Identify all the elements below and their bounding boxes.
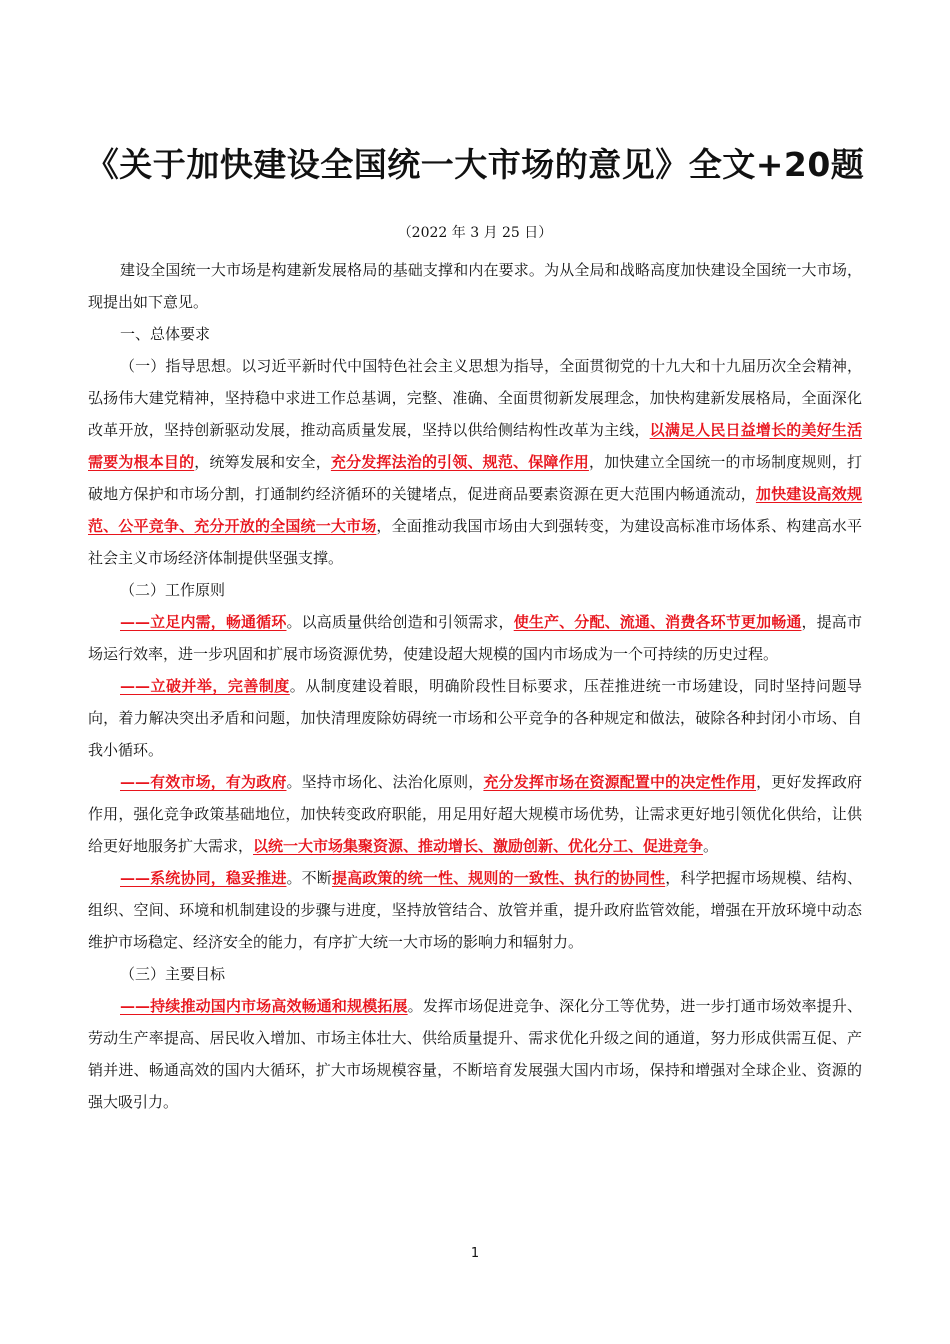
paragraph-text: 。坚持市场化、法治化原则， bbox=[286, 773, 484, 791]
goal-heading: ——持续推动国内市场高效畅通和规模拓展 bbox=[120, 997, 408, 1015]
highlighted-phrase: 加快建设高效规范、公平竞争、充分开放的全国统一大市场 bbox=[88, 485, 862, 535]
highlighted-phrase: 提高政策的统一性、规则的一致性、执行的协同性 bbox=[331, 869, 666, 887]
goal-paragraph bbox=[88, 990, 862, 1118]
principle-paragraph bbox=[88, 766, 862, 862]
subsection-heading: （二）工作原则 bbox=[120, 581, 226, 599]
principle-paragraph bbox=[88, 606, 862, 670]
guiding-thought-paragraph bbox=[88, 350, 862, 574]
document-title: 《关于加快建设全国统一大市场的意见》全文+20题 bbox=[85, 145, 865, 185]
paragraph-text: ，全面推动我国市场由大到强转变，为建设高标准市场体系、构建高水平社会主义市场经济体制提供坚强支撑。 bbox=[88, 517, 862, 567]
highlighted-phrase: 充分发挥市场在资源配置中的决定性作用 bbox=[483, 773, 757, 791]
paragraph-text: （一）指导思想。以习近平新时代中国特色社会主义思想为指导，全面贯彻党的十九大和十九届历次全会精神，弘扬伟大建党精神，坚持稳中求进工作总基调，完整、准确、全面贯彻新发展理念，加快构建新发展格局，全面深化改革开放，坚持创新驱动发展，推动高质量发展，坚持以供给侧结构性改革为主线， bbox=[88, 357, 862, 439]
document-date: （2022 年 3 月 25 日） bbox=[397, 225, 553, 241]
highlighted-phrase: 以统一大市场集聚资源、推动增长、激励创新、优化分工、促进竞争 bbox=[253, 837, 704, 855]
paragraph-text: ，科学把握市场规模、结构、组织、空间、环境和机制建设的步骤与进度，坚持放管结合、放管并重，提升政府监管效能，增强在开放环境中动态维护市场稳定、经济安全的能力，有序扩大统一大市场的影响力和辐射力。 bbox=[88, 869, 862, 951]
subsection-heading: （三）主要目标 bbox=[120, 965, 226, 983]
principle-paragraph bbox=[88, 862, 862, 958]
page-number: 1 bbox=[470, 1246, 480, 1261]
principle-heading: ——立破并举，完善制度 bbox=[120, 677, 290, 695]
highlighted-phrase: 使生产、分配、流通、消费各环节更加畅通 bbox=[513, 613, 802, 631]
section-heading: 一、总体要求 bbox=[120, 325, 211, 343]
paragraph-text: 。不断 bbox=[286, 869, 332, 887]
principle-heading: ——立足内需，畅通循环 bbox=[120, 613, 287, 631]
principle-paragraph bbox=[88, 670, 862, 766]
highlighted-phrase: 以满足人民日益增长的美好生活需要为根本目的 bbox=[88, 421, 862, 471]
paragraph-text: 。从制度建设着眼，明确阶段性目标要求，压茬推进统一市场建设，同时坚持问题导向，着力解决突出矛盾和问题，加快清理废除妨碍统一市场和公平竞争的各种规定和做法，破除各种封闭小市场、自我小循环。 bbox=[88, 677, 862, 759]
paragraph-text: 。 bbox=[703, 837, 719, 855]
paragraph-text: ，提高市场运行效率，进一步巩固和扩展市场资源优势，使建设超大规模的国内市场成为一个可持续的历史过程。 bbox=[88, 613, 862, 663]
paragraph-text: ，更好发挥政府作用，强化竞争政策基础地位，加快转变政府职能，用足用好超大规模市场优势，让需求更好地引领优化供给，让供给更好地服务扩大需求， bbox=[88, 773, 862, 855]
paragraph-text: 。以高质量供给创造和引领需求， bbox=[286, 613, 514, 631]
principle-heading: ——系统协同，稳妥推进 bbox=[120, 869, 287, 887]
paragraph-text: ，统筹发展和安全， bbox=[194, 453, 331, 471]
highlighted-phrase: 充分发挥法治的引领、规范、保障作用 bbox=[330, 453, 589, 471]
paragraph-text: ，加快建立全国统一的市场制度规则，打破地方保护和市场分割，打通制约经济循环的关键堵点，促进商品要素资源在更大范围内畅通流动， bbox=[88, 453, 862, 503]
paragraph-text: 。发挥市场促进竞争、深化分工等优势，进一步打通市场效率提升、劳动生产率提高、居民收入增加、市场主体壮大、供给质量提升、需求优化升级之间的通道，努力形成供需互促、产销并进、畅通高效的国内大循环，扩大市场规模容量，不断培育发展强大国内市场，保持和增强对全球企业、资源的强大吸引力。 bbox=[88, 997, 862, 1111]
principle-heading: ——有效市场，有为政府 bbox=[120, 773, 287, 791]
document-body bbox=[88, 254, 862, 1118]
intro-paragraph: 建设全国统一大市场是构建新发展格局的基础支撑和内在要求。为从全局和战略高度加快建设全国统一大市场，现提出如下意见。 bbox=[88, 261, 862, 311]
